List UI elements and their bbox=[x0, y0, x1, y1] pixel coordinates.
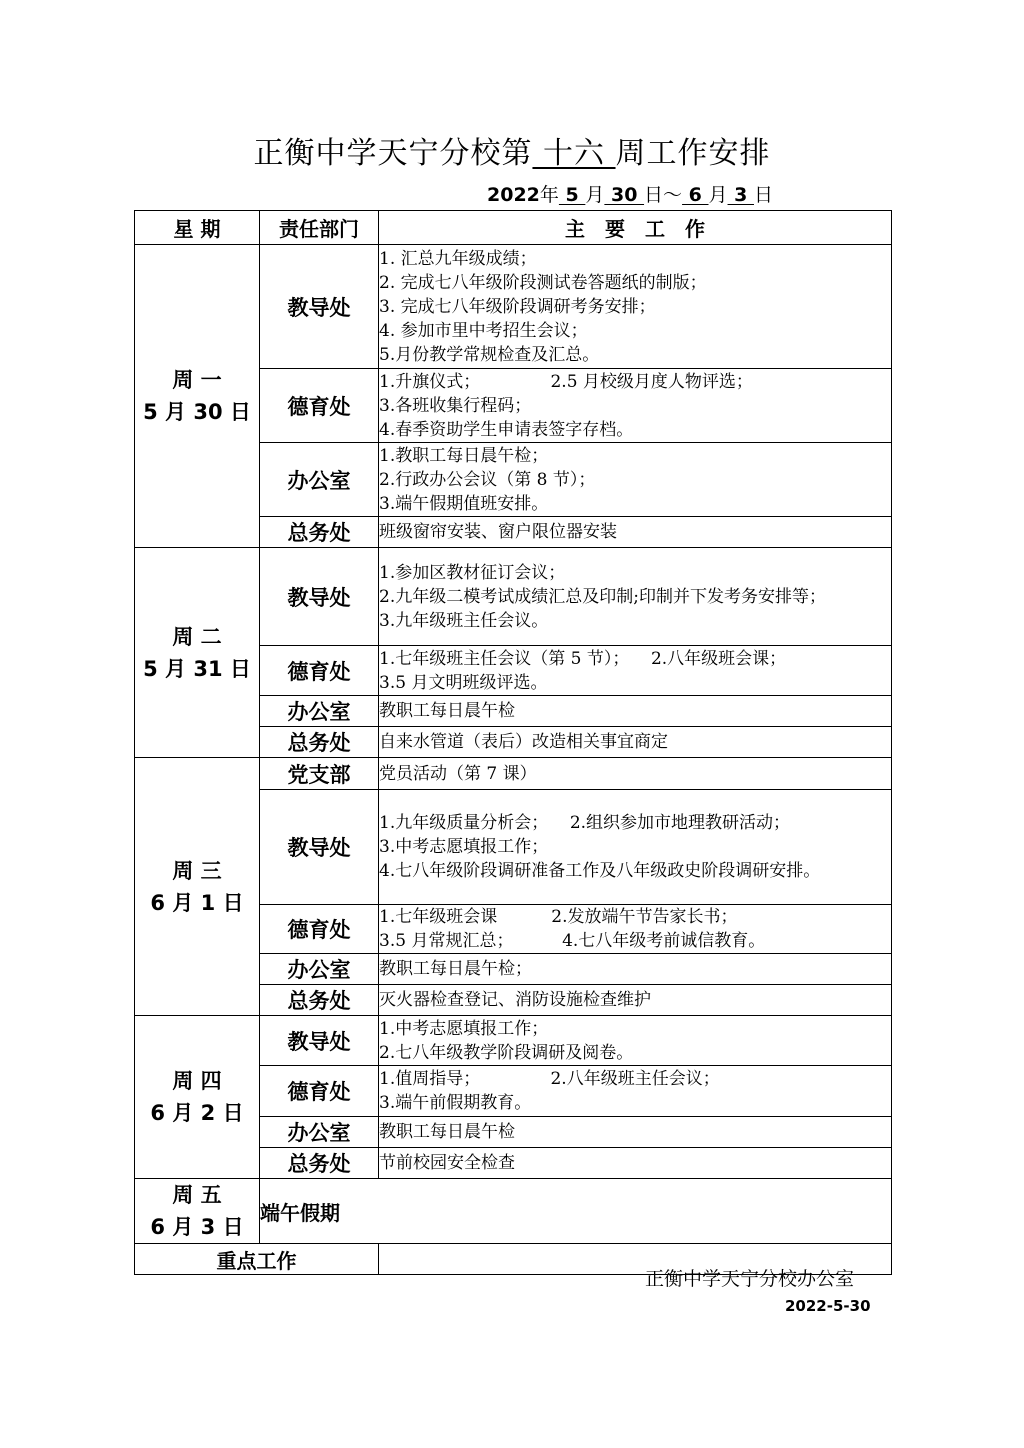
work-cell bbox=[379, 985, 892, 1016]
dept-cell: 德育处 bbox=[260, 646, 379, 696]
weekday-label: 周 一 bbox=[172, 368, 222, 392]
date-label: 6 月 1 日 bbox=[150, 890, 244, 915]
date-end-day: 3 bbox=[727, 184, 754, 206]
work-item: 班级窗帘安装、窗户限位器安装 bbox=[379, 522, 617, 542]
work-cell bbox=[379, 790, 892, 905]
work-item: 3. 完成七八年级阶段调研考务安排； bbox=[379, 296, 656, 317]
dept-cell: 德育处 bbox=[260, 369, 379, 443]
work-item: 2.行政办公会议（第 8 节）； bbox=[379, 469, 596, 490]
page-title bbox=[0, 128, 1024, 172]
header-row bbox=[135, 211, 892, 245]
title-suffix: 周工作安排 bbox=[615, 136, 771, 171]
work-item: 2. 完成七八年级阶段测试卷答题纸的制版； bbox=[379, 272, 707, 293]
dept-cell: 办公室 bbox=[260, 954, 379, 985]
work-cell bbox=[379, 1066, 892, 1117]
weekday-label: 周 二 bbox=[172, 624, 222, 649]
work-cell bbox=[379, 369, 892, 443]
dept-cell: 办公室 bbox=[260, 1117, 379, 1148]
day-cell bbox=[135, 1179, 260, 1244]
date-month-char-2: 月 bbox=[708, 184, 728, 206]
schedule-row bbox=[135, 1016, 892, 1066]
date-start-month: 5 bbox=[558, 184, 586, 206]
key-work-label: 重点工作 bbox=[135, 1244, 379, 1275]
work-item: 1.九年级质量分析会； 2.组织参加市地理教研活动； bbox=[379, 813, 791, 833]
holiday-note: 端午假期 bbox=[260, 1179, 892, 1244]
work-cell bbox=[379, 1016, 892, 1066]
day-cell bbox=[135, 1016, 260, 1179]
work-item: 1.七年级班主任会议（第 5 节）； 2.八年级班会课； bbox=[379, 648, 787, 669]
day-cell bbox=[135, 548, 260, 758]
work-item: 3.5 月文明班级评选。 bbox=[379, 672, 548, 693]
work-item: 教职工每日晨午检 bbox=[379, 701, 515, 721]
work-cell bbox=[379, 758, 892, 790]
dept-cell: 总务处 bbox=[260, 985, 379, 1016]
date-end-month: 6 bbox=[682, 184, 709, 206]
work-item: 4.春季资助学生申请表签字存档。 bbox=[379, 419, 634, 440]
work-item: 1. 汇总九年级成绩； bbox=[379, 248, 537, 269]
schedule-table bbox=[134, 210, 892, 1275]
work-item: 1.升旗仪式； 2.5 月校级月度人物评选； bbox=[379, 371, 753, 392]
work-cell bbox=[379, 646, 892, 696]
dept-cell: 教导处 bbox=[260, 548, 379, 646]
work-item: 1.参加区教材征订会议； bbox=[379, 562, 566, 583]
dept-cell: 德育处 bbox=[260, 905, 379, 954]
weekday-label: 周 三 bbox=[172, 858, 222, 883]
work-item: 节前校园安全检查 bbox=[379, 1153, 515, 1173]
weekday-label: 周 四 bbox=[172, 1069, 222, 1093]
work-item: 教职工每日晨午检； bbox=[379, 959, 532, 979]
work-item: 4.七八年级阶段调研准备工作及八年级政史阶段调研安排。 bbox=[379, 861, 821, 881]
dept-cell: 办公室 bbox=[260, 696, 379, 727]
work-cell bbox=[379, 954, 892, 985]
date-label: 5 月 31 日 bbox=[143, 656, 251, 681]
work-cell bbox=[379, 245, 892, 369]
date-year: 2022 bbox=[487, 184, 540, 206]
work-item: 1.七年级班会课 2.发放端午节告家长书； bbox=[379, 907, 738, 927]
date-year-char: 年 bbox=[539, 184, 559, 206]
dept-cell: 教导处 bbox=[260, 245, 379, 369]
header-dept: 责任部门 bbox=[260, 211, 379, 245]
work-cell bbox=[379, 905, 892, 954]
work-item: 1.值周指导； 2.八年级班主任会议； bbox=[379, 1069, 720, 1089]
work-item: 教职工每日晨午检 bbox=[379, 1122, 515, 1142]
schedule-row bbox=[135, 245, 892, 369]
footer-date: 2022-5-30 bbox=[785, 1297, 871, 1315]
footer-office: 正衡中学天宁分校办公室 bbox=[645, 1268, 855, 1290]
work-cell bbox=[379, 727, 892, 758]
day-cell bbox=[135, 758, 260, 1016]
work-item: 3.端午假期值班安排。 bbox=[379, 493, 549, 514]
dept-cell: 教导处 bbox=[260, 1016, 379, 1066]
header-work: 主 要 工 作 bbox=[379, 211, 892, 245]
schedule-row bbox=[135, 548, 892, 646]
work-cell bbox=[379, 517, 892, 548]
dept-cell: 总务处 bbox=[260, 1148, 379, 1179]
dept-cell: 党支部 bbox=[260, 758, 379, 790]
dept-cell: 总务处 bbox=[260, 727, 379, 758]
day-cell bbox=[135, 245, 260, 548]
work-cell bbox=[379, 696, 892, 727]
date-range bbox=[487, 180, 773, 207]
work-item: 4. 参加市里中考招生会议； bbox=[379, 320, 588, 341]
work-item: 自来水管道（表后）改造相关事宜商定 bbox=[379, 732, 668, 752]
dept-cell: 总务处 bbox=[260, 517, 379, 548]
schedule-row bbox=[135, 758, 892, 790]
work-item: 党员活动（第 7 课） bbox=[379, 763, 537, 784]
work-item: 3.5 月常规汇总； 4.七八年级考前诚信教育。 bbox=[379, 931, 766, 951]
work-cell bbox=[379, 1148, 892, 1179]
date-day-char-2: 日 bbox=[753, 184, 773, 206]
date-start-day: 30 bbox=[604, 184, 645, 206]
weekday-label: 周 五 bbox=[172, 1183, 222, 1207]
work-item: 2.七八年级教学阶段调研及阅卷。 bbox=[379, 1042, 634, 1063]
work-cell bbox=[379, 548, 892, 646]
work-item: 3.九年级班主任会议。 bbox=[379, 610, 549, 631]
work-item: 3.各班收集行程码； bbox=[379, 395, 532, 416]
work-cell bbox=[379, 443, 892, 517]
title-prefix: 正衡中学天宁分校第 bbox=[253, 136, 533, 171]
date-month-char: 月 bbox=[585, 184, 605, 206]
dept-cell: 德育处 bbox=[260, 1066, 379, 1117]
work-item: 5.月份教学常规检查及汇总。 bbox=[379, 344, 600, 365]
work-item: 3.中考志愿填报工作； bbox=[379, 837, 549, 857]
work-item: 3.端午前假期教育。 bbox=[379, 1093, 532, 1113]
dept-cell: 办公室 bbox=[260, 443, 379, 517]
work-item: 1.教职工每日晨午检； bbox=[379, 445, 549, 466]
work-item: 1.中考志愿填报工作； bbox=[379, 1018, 549, 1039]
date-label: 5 月 30 日 bbox=[143, 400, 251, 424]
work-item: 灭火器检查登记、消防设施检查维护 bbox=[379, 990, 651, 1010]
work-item: 2.九年级二模考试成绩汇总及印制;印制并下发考务安排等； bbox=[379, 586, 826, 607]
dept-cell: 教导处 bbox=[260, 790, 379, 905]
date-day-char: 日～ bbox=[644, 184, 683, 206]
date-label: 6 月 3 日 bbox=[150, 1215, 244, 1239]
friday-row bbox=[135, 1179, 892, 1244]
date-label: 6 月 2 日 bbox=[150, 1101, 244, 1125]
header-day: 星 期 bbox=[135, 211, 260, 245]
title-week-number: 十六 bbox=[532, 136, 616, 171]
work-cell bbox=[379, 1117, 892, 1148]
